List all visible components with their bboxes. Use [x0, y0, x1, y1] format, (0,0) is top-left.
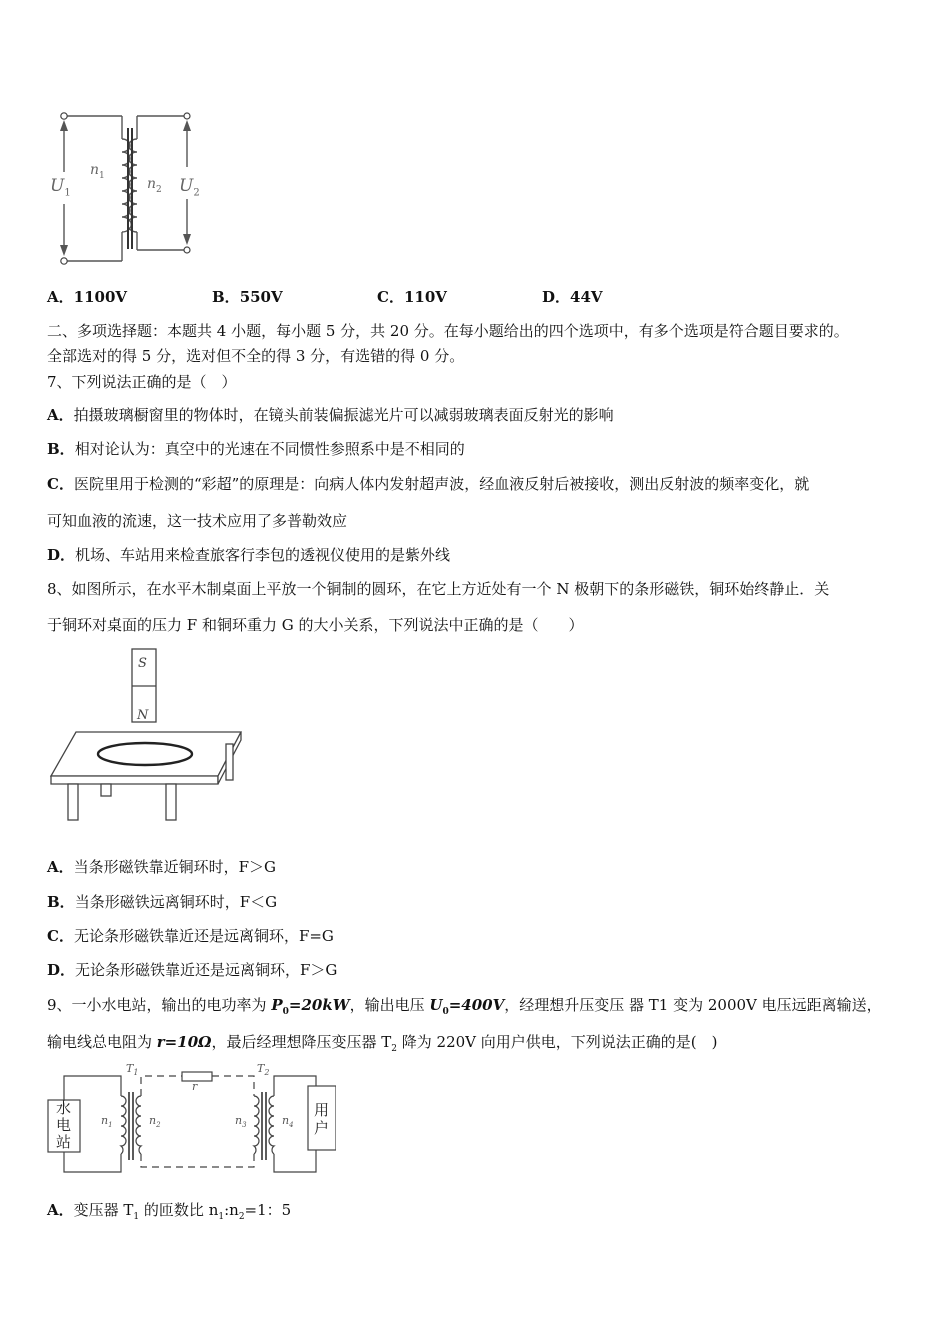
- u1-label: $U_1$: [50, 176, 71, 199]
- n4-coil-label: $n_4$: [282, 1114, 294, 1130]
- q8-option-a[interactable]: A．当条形磁铁靠近铜环时，F＞G: [47, 858, 277, 876]
- q6-option-b[interactable]: B．550V: [212, 288, 283, 306]
- n2-label: $n_2$: [147, 176, 162, 195]
- transformer-diagram: [44, 104, 214, 272]
- n3-coil-label: $n_3$: [235, 1114, 247, 1130]
- n1-coil-label: $n_1$: [101, 1114, 113, 1130]
- u2-label: $U_2$: [179, 176, 200, 199]
- t1-label: $T_1$: [126, 1062, 139, 1078]
- station-label: 水 电 站: [56, 1099, 72, 1151]
- q7-option-d[interactable]: D．机场、车站用来检查旅客行李包的透视仪使用的是紫外线: [47, 546, 451, 564]
- section2-instructions-line1: 二、多项选择题：本题共 4 小题，每小题 5 分，共 20 分。在每小题给出的四个选项中，有多个选项是符合题目要求的。: [47, 322, 849, 340]
- q8-option-b[interactable]: B．当条形磁铁远离铜环时，F＜G: [47, 893, 278, 911]
- q8-stem-line2: 于铜环对桌面的压力 F 和铜环重力 G 的大小关系，下列说法中正确的是（ ）: [47, 616, 584, 634]
- magnet-n-label: N: [137, 708, 149, 723]
- n2-coil-label: $n_2$: [149, 1114, 161, 1130]
- user-label: 用 户: [314, 1101, 330, 1137]
- q6-option-a[interactable]: A．1100V: [47, 288, 128, 306]
- q7-option-c-continuation: 可知血液的流速，这一技术应用了多普勒效应: [47, 512, 348, 530]
- q9-option-a[interactable]: A．变压器 $T_1$ 的匝数比 $n_1:n_2=1$：5: [47, 1201, 292, 1222]
- q7-option-a[interactable]: A．拍摄玻璃橱窗里的物体时，在镜头前装偏振滤光片可以减弱玻璃表面反射光的影响: [47, 406, 614, 424]
- n1-label: $n_1$: [90, 162, 105, 181]
- resistor-r-label: r: [192, 1080, 198, 1093]
- magnet-s-label: S: [138, 656, 147, 671]
- t2-label: $T_2$: [257, 1062, 270, 1078]
- magnet-ring-diagram: [46, 644, 242, 824]
- q7-option-b[interactable]: B．相对论认为：真空中的光速在不同惯性参照系中是不相同的: [47, 440, 465, 458]
- q6-option-c[interactable]: C．110V: [377, 288, 447, 306]
- q9-stem-line1: 9、一小水电站，输出的电功率为 $P_0=20kW$，输出电压 $U_0=400V$，经理想升压变压 器 T1 变为 2000V 电压远距离输送，: [47, 996, 882, 1017]
- q9-stem-line2: 输电线总电阻为 r=10Ω，最后经理想降压变压器 $T_2$ 降为 220V 向用户供电，下列说法正确的是( ): [47, 1033, 718, 1054]
- q6-option-d[interactable]: D．44V: [542, 288, 603, 306]
- q8-option-c[interactable]: C．无论条形磁铁靠近还是远离铜环，F=G: [47, 927, 334, 945]
- q8-stem-line1: 8、如图所示，在水平木制桌面上平放一个铜制的圆环，在它上方近处有一个 N 极朝下的条形磁铁，铜环始终静止．关: [47, 580, 830, 598]
- q7-stem: 7、下列说法正确的是（ ）: [47, 373, 237, 391]
- power-transmission-diagram: [46, 1060, 336, 1175]
- q8-option-d[interactable]: D．无论条形磁铁靠近还是远离铜环，F＞G: [47, 961, 338, 979]
- section2-instructions-line2: 全部选对的得 5 分，选对但不全的得 3 分，有选错的得 0 分。: [47, 347, 465, 365]
- q7-option-c[interactable]: C．医院里用于检测的“彩超”的原理是：向病人体内发射超声波，经血液反射后被接收，测出反射波的频率变化，就: [47, 475, 810, 493]
